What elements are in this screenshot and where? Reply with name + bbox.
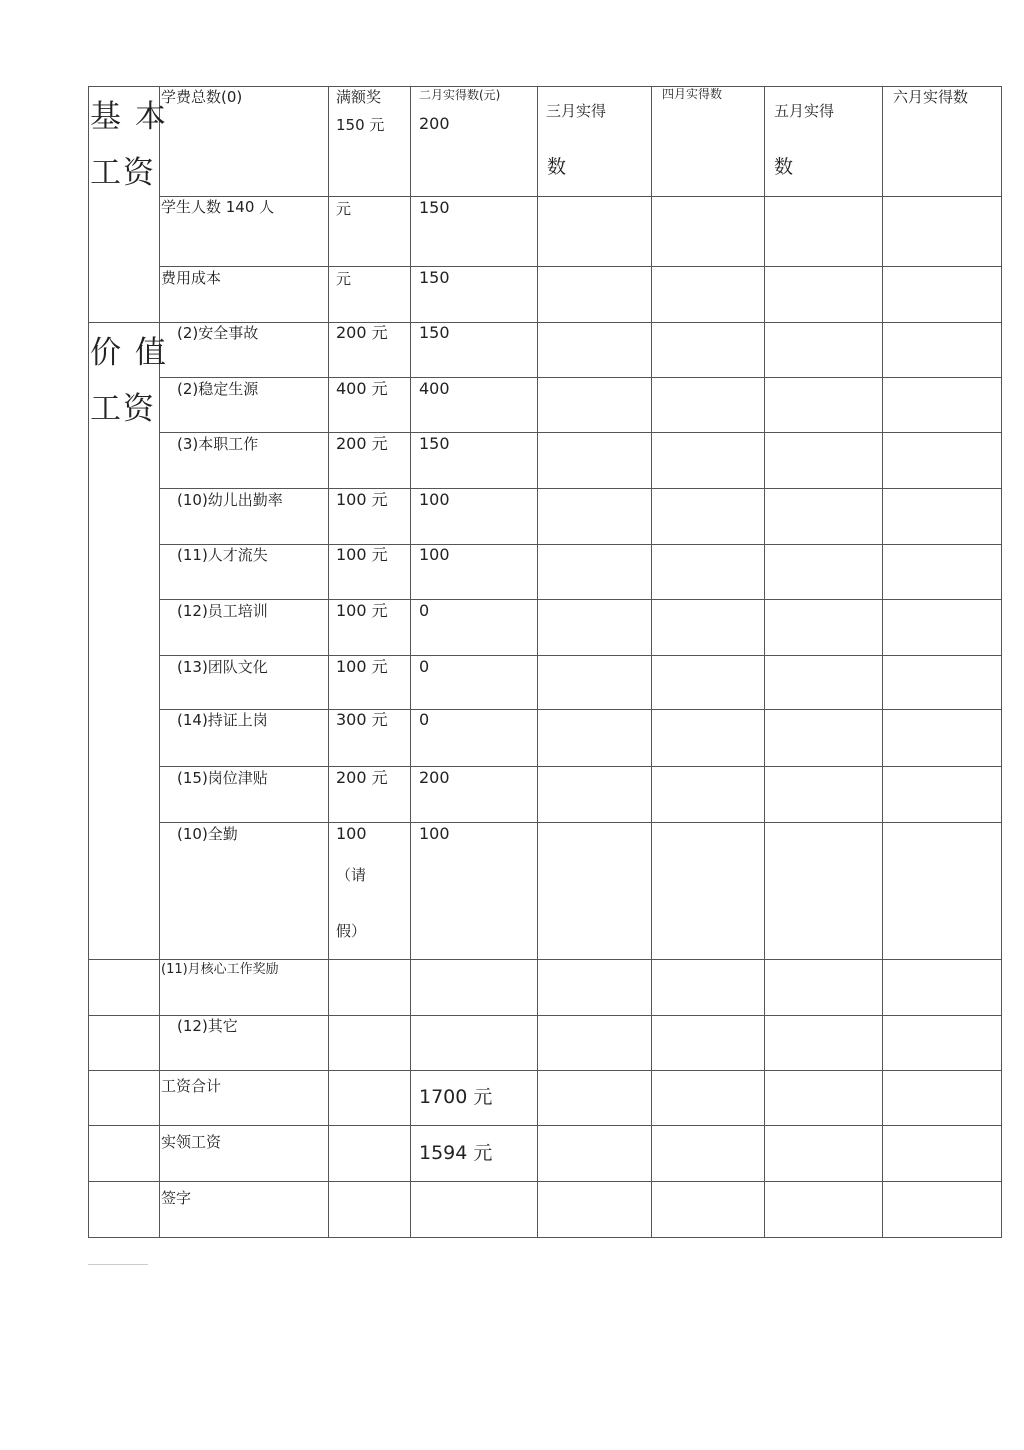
section-value-line2: 工资 [90, 391, 156, 427]
grid-line [651, 86, 652, 1238]
grid-line [410, 86, 411, 1238]
grid-line [764, 86, 765, 1238]
grid-line [159, 432, 1002, 433]
grid-line [88, 1237, 1002, 1238]
row-item: (13)团队文化 [177, 658, 268, 676]
grid-line [159, 488, 1002, 489]
header-mar-line1: 三月实得 [546, 102, 607, 120]
grid-line [159, 709, 1002, 710]
grid-line [88, 86, 1002, 87]
grid-line [159, 766, 1002, 767]
row-feb: 200 [419, 768, 450, 787]
grid-line [88, 1070, 1002, 1071]
row-item: (2)安全事故 [177, 324, 259, 342]
header-full-line2: 150 元 [336, 116, 385, 134]
grid-line [1001, 86, 1002, 1238]
footer-rule [88, 1264, 148, 1265]
row-full: 元 [336, 200, 352, 218]
row-full: 200 元 [336, 768, 388, 787]
row-full: 100 元 [336, 545, 388, 564]
header-feb-value: 200 [419, 114, 450, 133]
grid-line [88, 1181, 1002, 1182]
row-item: (12)员工培训 [177, 602, 268, 620]
section-basic-line1: 基 本 [90, 99, 168, 135]
row-item: (3)本职工作 [177, 435, 259, 453]
header-feb-label: 二月实得数(元) [419, 88, 501, 102]
row-full: 100 元 [336, 601, 388, 620]
grid-line [159, 599, 1002, 600]
header-full-line1: 满额奖 [336, 88, 382, 106]
grid-line [328, 86, 329, 1238]
grid-line [159, 266, 1002, 267]
header-jun: 六月实得数 [893, 88, 969, 106]
grid-line [159, 822, 1002, 823]
row-item: (11)人才流失 [177, 546, 268, 564]
row-full: 100 元 [336, 490, 388, 509]
row-item: (10)全勤 [177, 825, 238, 843]
row-item: (2)稳定生源 [177, 380, 259, 398]
row-item: (12)其它 [177, 1017, 238, 1035]
row-full: 400 元 [336, 379, 388, 398]
grid-line [537, 86, 538, 1238]
row-full: 200 元 [336, 323, 388, 342]
row-feb: 150 [419, 434, 450, 453]
row-feb: 0 [419, 601, 430, 620]
row-item: (15)岗位津贴 [177, 769, 268, 787]
grid-line [88, 86, 89, 1238]
row-feb: 400 [419, 379, 450, 398]
row-feb: 100 [419, 824, 450, 843]
row-full: 300 元 [336, 710, 388, 729]
row-feb-total: 1594 元 [419, 1142, 493, 1164]
row-feb: 150 [419, 268, 450, 287]
row-feb: 150 [419, 198, 450, 217]
row-feb: 100 [419, 545, 450, 564]
row-item: (10)幼儿出勤率 [177, 491, 283, 509]
grid-line [159, 377, 1002, 378]
row-item: 工资合计 [161, 1077, 222, 1095]
grid-line [88, 1125, 1002, 1126]
grid-line [88, 322, 1002, 323]
grid-line [882, 86, 883, 1238]
header-may-line1: 五月实得 [774, 102, 835, 120]
row-feb: 0 [419, 657, 430, 676]
section-value-line1: 价 值 [90, 335, 168, 371]
row-item: 实领工资 [161, 1133, 222, 1151]
grid-line [88, 959, 1002, 960]
row-full: 元 [336, 270, 352, 288]
row-feb: 150 [419, 323, 450, 342]
grid-line [159, 196, 1002, 197]
row-item: 费用成本 [161, 269, 222, 287]
row-item: (11)月核心工作奖励 [161, 962, 279, 977]
row-feb: 0 [419, 710, 430, 729]
row-full-note2: 假） [336, 922, 367, 940]
row-full: 100 元 [336, 657, 388, 676]
row-item: 签字 [161, 1189, 192, 1207]
grid-line [88, 1015, 1002, 1016]
row-full: 100 [336, 824, 367, 843]
header-apr: 四月实得数 [662, 87, 723, 101]
grid-line [159, 544, 1002, 545]
header-item: 学费总数(0) [161, 88, 243, 106]
header-may-line2: 数 [774, 156, 794, 178]
row-full-note1: （请 [336, 866, 367, 884]
row-feb: 100 [419, 490, 450, 509]
section-basic-line2: 工资 [90, 155, 156, 191]
row-item: 学生人数 140 人 [161, 198, 275, 216]
salary-table [88, 86, 1002, 1238]
row-item: (14)持证上岗 [177, 711, 268, 729]
grid-line [159, 86, 160, 1238]
header-mar-line2: 数 [547, 156, 567, 178]
row-feb-total: 1700 元 [419, 1086, 493, 1108]
row-full: 200 元 [336, 434, 388, 453]
grid-line [159, 655, 1002, 656]
